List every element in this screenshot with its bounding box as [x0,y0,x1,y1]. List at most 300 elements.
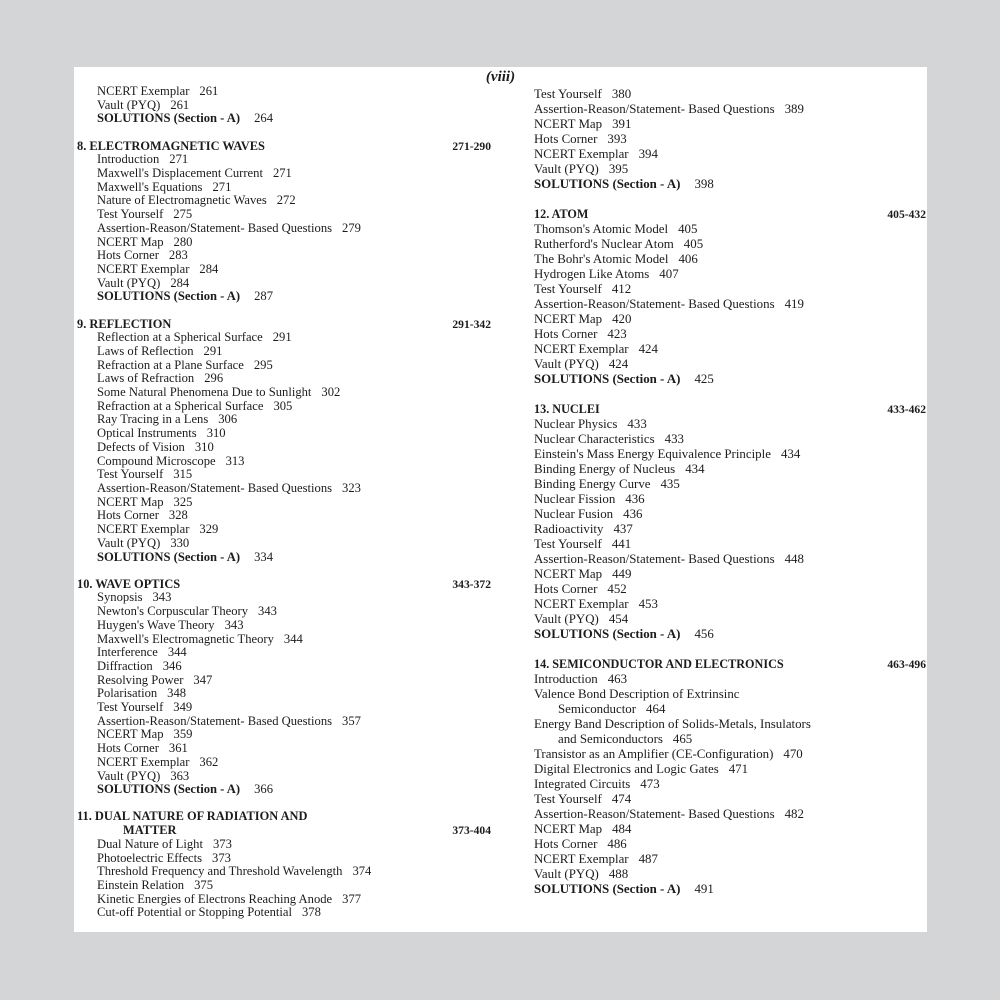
entry-page-number: 420 [612,312,632,326]
entry-title: Newton's Corpuscular Theory [97,604,249,619]
chapter-electromagnetic-waves [77,140,491,304]
entry-title: Synopsis [97,590,143,605]
chapter-heading[interactable] [77,318,491,332]
toc-entry[interactable] [77,413,491,427]
entry-page-number: 435 [660,477,680,491]
entry-page-number: 291 [203,343,223,358]
entry-page-number: 395 [608,162,629,176]
toc-entry[interactable] [77,236,491,250]
entry-page-number: 362 [199,754,219,769]
toc-entry[interactable] [77,277,491,291]
entry-title: Threshold Frequency and Threshold Wavelength [97,864,343,879]
entry-title: Rutherford's Nuclear Atom [534,237,674,251]
entry-page-number: 359 [173,727,193,742]
toc-entry[interactable] [77,400,491,414]
toc-entry[interactable] [534,237,926,252]
toc-entry[interactable] [77,208,491,222]
toc-entry[interactable] [77,783,491,797]
entry-title: NCERT Exemplar [534,597,629,611]
toc-entry[interactable] [534,267,926,282]
entry-page-number: 291 [272,330,292,345]
toc-entry[interactable] [77,742,491,756]
toc-entry[interactable] [534,687,926,717]
entry-title: NCERT Exemplar [97,84,190,98]
entry-title: Huygen's Wave Theory [97,617,215,632]
entry-page-number: 424 [608,357,629,371]
toc-entry[interactable] [77,482,491,496]
entry-page-number: 287 [254,289,273,304]
toc-entry[interactable] [534,567,926,582]
entry-page-number: 424 [638,342,658,356]
entry-title: Nature of Electromagnetic Waves [97,193,267,208]
toc-entry[interactable] [534,117,926,132]
entry-title: Optical Instruments [97,426,197,441]
entry-page-number: 391 [612,117,632,131]
entry-title: NCERT Exemplar [97,522,190,537]
chapter-number: 13. [534,402,550,416]
entry-title: Introduction [534,672,598,686]
toc-entry[interactable] [77,99,491,113]
toc-entry[interactable] [77,551,491,565]
entry-page-number: 437 [613,522,633,536]
entry-title: NCERT Exemplar [534,852,629,866]
entry-page-number: 310 [206,426,226,441]
entry-page-number: 389 [784,102,804,116]
toc-entry[interactable] [534,552,926,567]
entry-title: Laws of Refraction [97,371,195,386]
entry-title: Cut-off Potential or Stopping Potential [97,905,292,920]
entry-title: Test Yourself [97,467,164,482]
entry-page-number: 344 [283,631,303,646]
toc-entry[interactable] [77,660,491,674]
chapter-number: 10. [77,576,93,591]
entry-page-number: 329 [199,522,219,537]
entry-title: Hydrogen Like Atoms [534,267,650,281]
toc-entry[interactable] [77,181,491,195]
chapter-heading[interactable] [534,402,926,417]
entry-page-number: 465 [672,732,693,746]
entry-page-number: 283 [168,248,188,263]
entry-page-number: 271 [169,152,189,167]
toc-entry[interactable] [534,717,926,747]
entry-title: Einstein's Mass Energy Equivalence Principle [534,447,771,461]
entry-title-continued [534,702,926,717]
toc-entry[interactable] [77,605,491,619]
entry-title: Transistor as an Amplifier (CE-Configuration) [534,747,774,761]
entry-title: SOLUTIONS (Section - A) [534,627,681,641]
toc-entry[interactable] [534,357,926,372]
chapter-heading[interactable] [534,207,926,222]
entry-page-number: 310 [194,439,214,454]
entry-title: Compound Microscope [97,453,216,468]
chapter-title[interactable] [534,207,588,222]
chapter-number: 9. [77,316,87,331]
entry-page-number: 463 [607,672,628,686]
entry-title: Introduction [97,152,160,167]
chapter-title-text: REFLECTION [89,316,172,331]
toc-entry[interactable] [77,646,491,660]
entry-page-number: 271 [212,179,232,194]
toc-entry[interactable] [77,715,491,729]
entry-title: Diffraction [97,658,153,673]
chapter-page-range: 433-462 [887,403,926,416]
entry-title: Vault (PYQ) [97,275,161,290]
toc-entry[interactable] [534,507,926,522]
toc-entry[interactable] [534,852,926,867]
entry-page-number: 272 [276,193,296,208]
entry-title: Test Yourself [534,792,602,806]
entry-title-continued-text: and Semiconductors [558,732,663,746]
section-gap [77,564,491,578]
chapter-title[interactable] [77,318,171,332]
entry-title: Assertion-Reason/Statement- Based Questions [534,102,775,116]
chapter-title[interactable] [77,140,265,154]
chapter-title[interactable] [77,810,307,837]
toc-entry[interactable] [77,537,491,551]
entry-page-number: 436 [623,507,643,521]
chapter-page-range: 373-404 [452,824,491,838]
toc-entry[interactable] [534,327,926,342]
entry-title: Dual Nature of Light [97,836,203,851]
section-gap [534,192,926,207]
toc-entry[interactable] [77,359,491,373]
toc-entry[interactable] [77,441,491,455]
toc-entry[interactable] [534,792,926,807]
entry-page-number: 271 [272,166,292,181]
chapter-dual-nature-of-radiation-and [77,810,491,920]
entry-title: Reflection at a Spherical Surface [97,330,263,345]
chapter-number: 8. [77,138,87,153]
entry-title: Nuclear Fission [534,492,616,506]
toc-entry[interactable] [534,867,926,882]
toc-entry[interactable] [534,282,926,297]
chapter-heading[interactable] [534,657,926,672]
toc-entry[interactable] [77,455,491,469]
toc-entry[interactable] [534,822,926,837]
toc-entry[interactable] [77,893,491,907]
toc-entry[interactable] [534,177,926,192]
entry-title: Refraction at a Plane Surface [97,357,244,372]
toc-entry[interactable] [77,852,491,866]
section-gap [77,304,491,318]
toc-entry[interactable] [534,522,926,537]
entry-page-number: 405 [683,237,704,251]
toc-entry[interactable] [534,147,926,162]
entry-title: Nuclear Fusion [534,507,614,521]
entry-title: Some Natural Phenomena Due to Sunlight [97,385,312,400]
toc-entry[interactable] [77,468,491,482]
entry-page-number: 434 [780,447,801,461]
toc-entry[interactable] [77,756,491,770]
chapter-wave-optics [77,578,491,797]
toc-entry[interactable] [77,112,491,126]
chapter-atom [534,207,926,387]
entry-page-number: 484 [612,822,632,836]
chapter-title[interactable] [77,578,180,592]
entry-title: Digital Electronics and Logic Gates [534,762,719,776]
toc-entry[interactable] [77,838,491,852]
entry-page-number: 349 [173,700,193,715]
entry-title: Assertion-Reason/Statement- Based Questions [97,713,333,728]
entry-page-number: 284 [170,275,190,290]
chapter-title-text: ELECTROMAGNETIC WAVES [89,138,265,153]
entry-title: Test Yourself [534,87,602,101]
entry-title: Thomson's Atomic Model [534,222,669,236]
toc-entry[interactable] [534,597,926,612]
entry-page-number: 302 [321,385,341,400]
toc-entry[interactable] [77,674,491,688]
chapter-title-text: DUAL NATURE OF RADIATION AND [94,809,308,824]
chapter-title[interactable] [534,657,784,672]
entry-title: Nuclear Physics [534,417,618,431]
entry-title: Maxwell's Displacement Current [97,166,263,181]
entry-title: Radioactivity [534,522,604,536]
toc-entry[interactable] [534,297,926,312]
entry-title: Hots Corner [97,508,159,523]
entry-page-number: 407 [659,267,679,281]
entry-page-number: 378 [301,905,321,920]
entry-page-number: 348 [167,686,187,701]
toc-entry[interactable] [77,85,491,99]
entry-page-number: 295 [253,357,273,372]
toc-entry[interactable] [534,222,926,237]
entry-page-number: 328 [168,508,188,523]
entry-page-number: 394 [638,147,658,161]
toc-entry[interactable] [77,222,491,236]
entry-title: Hots Corner [534,327,598,341]
entry-title: Einstein Relation [97,877,185,892]
toc-entry[interactable] [77,879,491,893]
entry-title: NCERT Exemplar [97,261,190,276]
toc-entry[interactable] [534,777,926,792]
toc-entry[interactable] [77,509,491,523]
entry-page-number: 473 [640,777,660,791]
chapter-title-text: NUCLEI [552,402,600,416]
entry-title: Assertion-Reason/Statement- Based Questions [534,297,775,311]
toc-entry[interactable] [77,865,491,879]
entry-title: NCERT Exemplar [534,342,629,356]
toc-entry[interactable] [77,496,491,510]
entry-title: Test Yourself [97,700,164,715]
toc-entry[interactable] [534,447,926,462]
entry-page-number: 412 [611,282,632,296]
entry-page-number: 380 [611,87,632,101]
chapter-title-continued: MATTER [123,823,177,838]
toc-entry[interactable] [534,747,926,762]
toc-entry[interactable] [77,153,491,167]
toc-entry[interactable] [77,386,491,400]
entry-title: SOLUTIONS (Section - A) [534,177,681,191]
entry-page-number: 343 [224,617,244,632]
entry-title: Resolving Power [97,672,184,687]
entry-page-number: 452 [607,582,627,596]
chapter-number: 12. [534,207,550,221]
toc-entry[interactable] [77,249,491,263]
toc-entry[interactable] [534,432,926,447]
toc-entry[interactable] [77,290,491,304]
entry-title: SOLUTIONS (Section - A) [534,882,681,896]
entry-page-number: 361 [168,741,188,756]
entry-page-number: 346 [162,658,182,673]
entry-title: Test Yourself [534,282,602,296]
toc-entry[interactable] [77,687,491,701]
toc-entry[interactable] [534,672,926,687]
entry-title: Vault (PYQ) [534,612,599,626]
toc-entry[interactable] [77,906,491,920]
chapter-title-text: SEMICONDUCTOR AND ELECTRONICS [552,657,784,671]
toc-entry[interactable] [534,132,926,147]
entry-title: Assertion-Reason/Statement- Based Questions [534,552,775,566]
entry-title: Vault (PYQ) [534,162,599,176]
entry-page-number: 284 [199,261,219,276]
toc-entry[interactable] [534,462,926,477]
toc-entry[interactable] [534,492,926,507]
entry-page-number: 434 [685,462,705,476]
entry-page-number: 441 [611,537,632,551]
entry-page-number: 405 [678,222,698,236]
entry-title: Valence Bond Description of Extrinsinc [534,687,740,701]
entry-title: Integrated Circuits [534,777,631,791]
left-column [77,85,491,920]
toc-entry[interactable] [534,762,926,777]
entry-page-number: 313 [225,453,245,468]
chapter-title-text: ATOM [551,207,589,221]
entry-title: Test Yourself [534,537,602,551]
entry-title: SOLUTIONS (Section - A) [97,549,241,564]
toc-entry[interactable] [534,882,926,897]
toc-entry[interactable] [77,263,491,277]
toc-entry[interactable] [77,728,491,742]
toc-entry[interactable] [534,582,926,597]
toc-entry[interactable] [534,162,926,177]
entry-title: NCERT Map [534,822,603,836]
right-column [534,87,926,897]
toc-entry[interactable] [534,612,926,627]
toc-entry[interactable] [77,619,491,633]
entry-page-number: 366 [254,782,273,797]
toc-entry[interactable] [534,312,926,327]
chapter-heading[interactable] [77,578,491,592]
toc-entry[interactable] [534,627,926,642]
entry-title: SOLUTIONS (Section - A) [97,111,241,126]
entry-title-continued [534,732,926,747]
toc-entry[interactable] [77,591,491,605]
entry-title: Vault (PYQ) [97,768,161,783]
toc-entry[interactable] [77,194,491,208]
chapter-continuation [77,85,491,126]
page-number: (viii) [485,69,516,85]
entry-page-number: 487 [638,852,658,866]
toc-entry[interactable] [77,331,491,345]
entry-title: Polarisation [97,686,158,701]
entry-page-number: 323 [342,480,361,495]
entry-title: Binding Energy Curve [534,477,651,491]
entry-title: Maxwell's Equations [97,179,203,194]
toc-entry[interactable] [534,837,926,852]
toc-entry[interactable] [77,372,491,386]
entry-title: Hots Corner [534,837,598,851]
entry-page-number: 486 [607,837,627,851]
entry-title: The Bohr's Atomic Model [534,252,669,266]
entry-title: Assertion-Reason/Statement- Based Questions [534,807,775,821]
chapter-page-range: 271-290 [452,139,491,153]
entry-page-number: 419 [784,297,804,311]
toc-entry[interactable] [77,633,491,647]
section-gap [534,387,926,402]
toc-entry[interactable] [534,477,926,492]
toc-entry[interactable] [534,342,926,357]
entry-title: Binding Energy of Nucleus [534,462,676,476]
entry-title: Hots Corner [97,741,159,756]
entry-title: Assertion-Reason/Statement- Based Questions [97,220,333,235]
chapter-page-range: 405-432 [887,208,926,221]
chapter-page-range: 463-496 [887,658,926,671]
entry-title: SOLUTIONS (Section - A) [534,372,681,386]
entry-title: Nuclear Characteristics [534,432,655,446]
chapter-page-range: 291-342 [452,317,491,331]
entry-page-number: 482 [784,807,804,821]
entry-page-number: 454 [608,612,629,626]
toc-entry[interactable] [77,770,491,784]
section-gap [77,797,491,811]
chapter-page-range: 343-372 [452,577,491,591]
chapter-heading[interactable] [77,140,491,154]
entry-title-continued-text: Semiconductor [558,702,637,716]
toc-entry[interactable] [77,701,491,715]
chapter-title-text: WAVE OPTICS [95,576,181,591]
toc-entry[interactable] [534,102,926,117]
toc-entry[interactable] [534,537,926,552]
toc-entry[interactable] [77,167,491,181]
chapter-heading[interactable] [77,810,491,837]
entry-title: Assertion-Reason/Statement- Based Questions [97,480,333,495]
entry-page-number: 261 [170,97,190,112]
entry-page-number: 280 [173,234,193,249]
toc-entry[interactable] [77,427,491,441]
entry-page-number: 433 [664,432,684,446]
entry-title: NCERT Map [534,117,603,131]
entry-page-number: 491 [694,882,714,896]
toc-entry[interactable] [534,417,926,432]
toc-entry[interactable] [534,87,926,102]
entry-title: SOLUTIONS (Section - A) [97,289,241,304]
entry-page-number: 264 [254,111,273,126]
chapter-title[interactable] [534,402,600,417]
entry-page-number: 474 [611,792,632,806]
entry-title: Hots Corner [534,582,598,596]
toc-entry[interactable] [77,523,491,537]
entry-page-number: 393 [607,132,627,146]
entry-page-number: 363 [170,768,190,783]
chapter-semiconductor-and-electronics [534,657,926,897]
section-gap [77,126,491,140]
entry-page-number: 488 [608,867,629,881]
entry-page-number: 406 [678,252,698,266]
entry-page-number: 344 [167,645,187,660]
entry-page-number: 471 [728,762,749,776]
toc-entry[interactable] [77,345,491,359]
toc-entry[interactable] [534,252,926,267]
chapter-continuation [534,87,926,192]
entry-title: Vault (PYQ) [534,867,599,881]
entry-title: Refraction at a Spherical Surface [97,398,264,413]
section-gap [534,642,926,657]
entry-page-number: 373 [212,836,232,851]
chapter-reflection [77,318,491,565]
chapter-nuclei [534,402,926,642]
toc-entry[interactable] [534,807,926,822]
toc-entry[interactable] [534,372,926,387]
